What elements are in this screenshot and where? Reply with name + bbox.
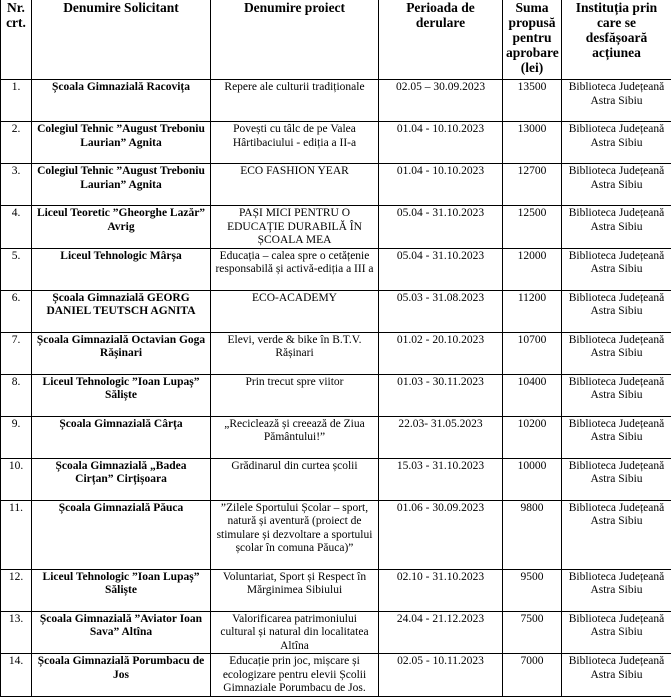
row-institution: Biblioteca Județeană Astra Sibiu	[562, 122, 671, 164]
row-period: 01.02 - 20.10.2023	[379, 332, 503, 374]
row-applicant: Colegiul Tehnic ”August Treboniu Laurian” Agnita	[32, 164, 211, 206]
row-nr: 4.	[1, 206, 32, 249]
row-applicant: Școala Gimnazială „Badea Cirțan” Cirțișoara	[32, 458, 211, 500]
row-amount: 13500	[503, 80, 562, 122]
row-amount: 10700	[503, 332, 562, 374]
row-project: ECO-ACADEMY	[211, 290, 379, 332]
row-applicant: Școala Gimnazială Racovița	[32, 80, 211, 122]
row-institution: Biblioteca Județeană Astra Sibiu	[562, 248, 671, 290]
row-period: 05.04 - 31.10.2023	[379, 248, 503, 290]
row-amount: 7000	[503, 654, 562, 697]
row-amount: 9500	[503, 569, 562, 611]
table-row	[1, 206, 671, 249]
table-row	[1, 80, 671, 122]
row-institution: Biblioteca Județeană Astra Sibiu	[562, 458, 671, 500]
header-institution: Instituția prin care se desfășoară acțiunea	[562, 0, 671, 80]
table-row	[1, 458, 671, 500]
row-institution: Biblioteca Județeană Astra Sibiu	[562, 654, 671, 697]
row-period: 02.10 - 31.10.2023	[379, 569, 503, 611]
row-amount: 11200	[503, 290, 562, 332]
row-period: 15.03 - 31.10.2023	[379, 458, 503, 500]
table-row	[1, 416, 671, 458]
row-project: Prin trecut spre viitor	[211, 374, 379, 416]
row-institution: Biblioteca Județeană Astra Sibiu	[562, 374, 671, 416]
table-row	[1, 374, 671, 416]
table-row	[1, 290, 671, 332]
row-project: Repere ale culturii tradiționale	[211, 80, 379, 122]
row-amount: 9800	[503, 500, 562, 569]
row-nr: 14.	[1, 654, 32, 697]
row-applicant: Colegiul Tehnic ”August Treboniu Laurian” Agnita	[32, 122, 211, 164]
row-applicant: Liceul Teoretic ”Gheorghe Lazăr” Avrig	[32, 206, 211, 249]
row-institution: Biblioteca Județeană Astra Sibiu	[562, 290, 671, 332]
row-period: 01.03 - 30.11.2023	[379, 374, 503, 416]
row-applicant: Școala Gimnazială Octavian Goga Rășinari	[32, 332, 211, 374]
row-nr: 10.	[1, 458, 32, 500]
row-amount: 7500	[503, 611, 562, 654]
table-row	[1, 500, 671, 569]
row-project: Educația – calea spre o cetățenie responsabilă și activă-ediția a III a	[211, 248, 379, 290]
row-period: 02.05 - 10.11.2023	[379, 654, 503, 697]
row-project: Grădinarul din curtea școlii	[211, 458, 379, 500]
row-institution: Biblioteca Județeană Astra Sibiu	[562, 416, 671, 458]
row-applicant: Liceul Tehnologic Mârșa	[32, 248, 211, 290]
row-institution: Biblioteca Județeană Astra Sibiu	[562, 500, 671, 569]
row-institution: Biblioteca Județeană Astra Sibiu	[562, 164, 671, 206]
row-amount: 12500	[503, 206, 562, 249]
row-applicant: Școala Gimnazială ”Aviator Ioan Sava” Altîna	[32, 611, 211, 654]
row-project: Povești cu tâlc de pe Valea Hârtibaciului - ediția a II-a	[211, 122, 379, 164]
table-row	[1, 122, 671, 164]
row-period: 05.04 - 31.10.2023	[379, 206, 503, 249]
table-row	[1, 332, 671, 374]
row-applicant: Școala Gimnazială Porumbacu de Jos	[32, 654, 211, 697]
row-period: 01.04 - 10.10.2023	[379, 122, 503, 164]
row-nr: 2.	[1, 122, 32, 164]
row-institution: Biblioteca Județeană Astra Sibiu	[562, 569, 671, 611]
row-project: „Reciclează și creează de Ziua Pământului!”	[211, 416, 379, 458]
row-nr: 13.	[1, 611, 32, 654]
header-nr: Nr. crt.	[1, 0, 32, 80]
row-institution: Biblioteca Județeană Astra Sibiu	[562, 80, 671, 122]
table-row	[1, 569, 671, 611]
row-project: ECO FASHION YEAR	[211, 164, 379, 206]
row-amount: 12000	[503, 248, 562, 290]
row-amount: 12700	[503, 164, 562, 206]
row-applicant: Școala Gimnazială Cârța	[32, 416, 211, 458]
header-project: Denumire proiect	[211, 0, 379, 80]
row-period: 22.03- 31.05.2023	[379, 416, 503, 458]
table-header	[1, 0, 671, 80]
row-project: Valorificarea patrimoniului cultural și natural din localitatea Altîna	[211, 611, 379, 654]
table-body	[1, 80, 671, 697]
row-project: Voluntariat, Sport și Respect în Mărginimea Sibiului	[211, 569, 379, 611]
row-applicant: Liceul Tehnologic ”Ioan Lupaș” Săliște	[32, 569, 211, 611]
row-applicant: Școala Gimnazială GEORG DANIEL TEUTSCH AGNITA	[32, 290, 211, 332]
row-period: 01.04 - 10.10.2023	[379, 164, 503, 206]
table-row	[1, 654, 671, 697]
row-nr: 5.	[1, 248, 32, 290]
table-row	[1, 611, 671, 654]
table-row	[1, 248, 671, 290]
row-nr: 11.	[1, 500, 32, 569]
row-period: 01.06 - 30.09.2023	[379, 500, 503, 569]
row-nr: 6.	[1, 290, 32, 332]
row-period: 02.05 – 30.09.2023	[379, 80, 503, 122]
header-period: Perioada de derulare	[379, 0, 503, 80]
row-amount: 10200	[503, 416, 562, 458]
row-institution: Biblioteca Județeană Astra Sibiu	[562, 611, 671, 654]
row-amount: 10000	[503, 458, 562, 500]
header-amount: Suma propusă pentru aprobare (lei)	[503, 0, 562, 80]
header-row	[1, 0, 671, 80]
row-project: ”Zilele Sportului Școlar – sport, natură și aventură (proiect de stimulare și dezvoltare a sportului școlar în comuna Păuca)”	[211, 500, 379, 569]
row-nr: 9.	[1, 416, 32, 458]
row-nr: 8.	[1, 374, 32, 416]
row-nr: 7.	[1, 332, 32, 374]
row-nr: 12.	[1, 569, 32, 611]
row-applicant: Școala Gimnazială Păuca	[32, 500, 211, 569]
row-institution: Biblioteca Județeană Astra Sibiu	[562, 332, 671, 374]
header-applicant: Denumire Solicitant	[32, 0, 211, 80]
row-applicant: Liceul Tehnologic ”Ioan Lupaș” Săliște	[32, 374, 211, 416]
row-nr: 1.	[1, 80, 32, 122]
row-institution: Biblioteca Județeană Astra Sibiu	[562, 206, 671, 249]
row-amount: 13000	[503, 122, 562, 164]
table-row	[1, 164, 671, 206]
row-amount: 10400	[503, 374, 562, 416]
row-period: 24.04 - 21.12.2023	[379, 611, 503, 654]
row-project: Educație prin joc, mișcare și ecologizare pentru elevii Școlii Gimnaziale Porumbacu de Jos.	[211, 654, 379, 697]
row-project: Elevi, verde & bike în B.T.V. Rășinari	[211, 332, 379, 374]
row-nr: 3.	[1, 164, 32, 206]
row-period: 05.03 - 31.08.2023	[379, 290, 503, 332]
row-project: PAȘI MICI PENTRU O EDUCAȚIE DURABILĂ ÎN ȘCOALA MEA	[211, 206, 379, 249]
